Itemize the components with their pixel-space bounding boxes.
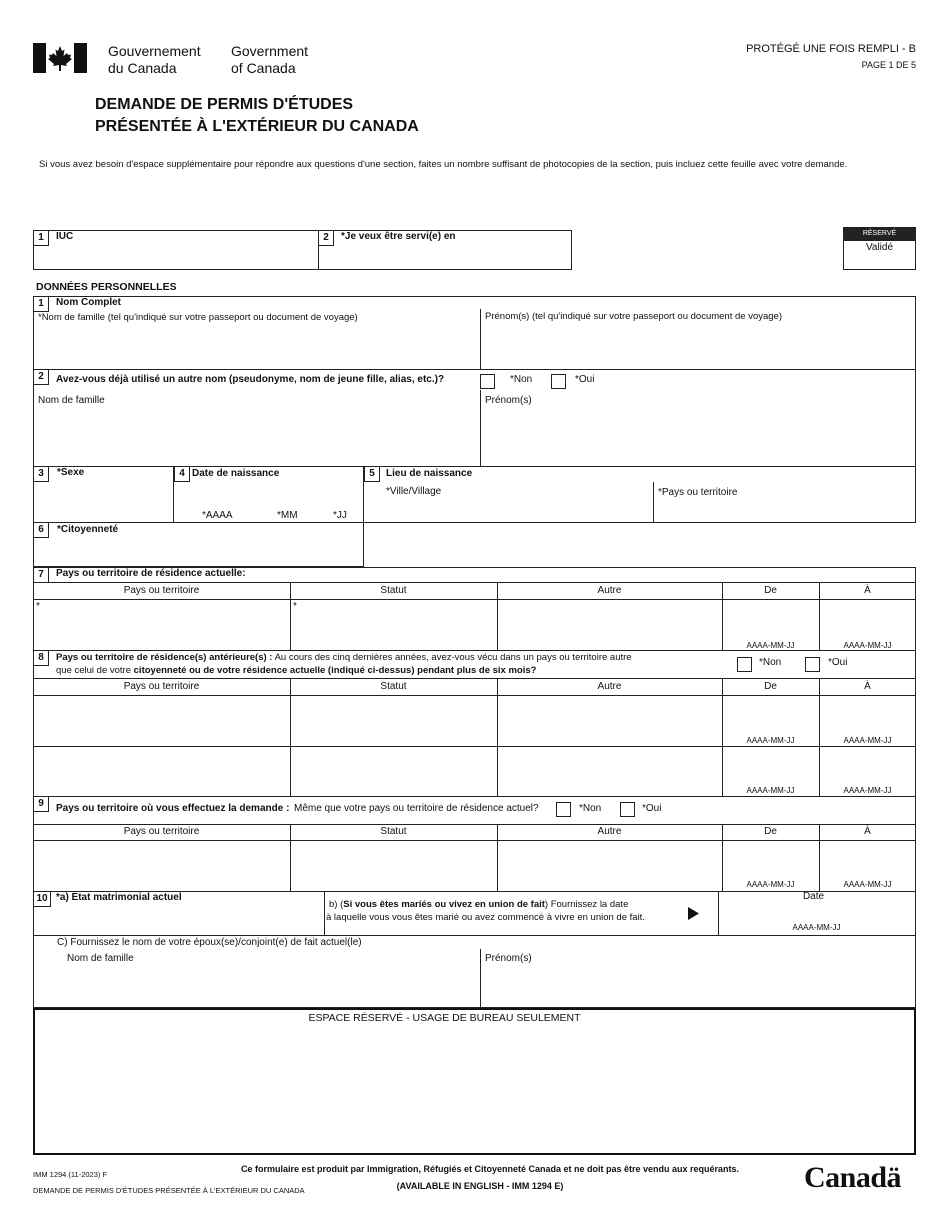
col-status-7: Statut [380, 585, 407, 596]
form-title-line1: DEMANDE DE PERMIS D'ÉTUDES [95, 96, 354, 113]
current-status-select[interactable] [293, 612, 494, 648]
field-number-7: 7 [33, 567, 49, 583]
same-country-yes-checkbox[interactable] [620, 802, 635, 817]
spouse-family-name-input[interactable] [36, 967, 476, 1005]
field-number-9: 9 [33, 796, 49, 812]
col-status-9: Statut [380, 826, 407, 837]
pob-city-label: *Ville/Village [386, 486, 442, 497]
previous-from-date[interactable] [725, 749, 816, 781]
field-number-p5: 5 [364, 466, 380, 482]
page-number: PAGE 1 DE 5 [861, 60, 916, 70]
sex-select[interactable] [36, 484, 170, 520]
current-residence-label: Pays ou territoire de résidence actuelle: [56, 568, 246, 579]
spouse-name-instruction: C) Fournissez le nom de votre époux(se)/conjoint(e) de fait actuel(le) [57, 937, 362, 948]
date-format-hint: AAAA-MM-JJ [843, 880, 892, 889]
field-number-p2: 2 [33, 369, 49, 385]
served-language-select[interactable] [336, 246, 570, 268]
marital-date-suffix: ) Fournissez la date [544, 899, 629, 910]
current-country-select[interactable] [36, 612, 287, 648]
previous-from-date[interactable] [725, 698, 816, 730]
col-from-9: De [764, 826, 777, 837]
date-format-hint: AAAA-MM-JJ [746, 786, 795, 795]
col-to-8: À [864, 681, 871, 692]
other-name-no-checkbox[interactable] [480, 374, 495, 389]
section-personal-details: DONNÉES PERSONNELLES [36, 281, 177, 293]
marital-date-input[interactable] [722, 904, 912, 922]
date-format-hint: AAAA-MM-JJ [746, 641, 795, 650]
gov-en-line2: of Canada [231, 60, 296, 76]
gov-fr-line1: Gouvernement [108, 43, 201, 59]
marital-status-label: *a) État matrimonial actuel [56, 892, 182, 903]
current-to-date[interactable] [822, 603, 913, 635]
application-status-select[interactable] [293, 843, 494, 889]
dob-label: Date de naissance [192, 468, 280, 479]
validated-label: Validé [865, 242, 894, 253]
previous-other-input[interactable] [500, 698, 719, 743]
marital-date-instruction-line2: à laquelle vous vous êtes marié ou avez commencé à vivre en union de fait. [326, 912, 645, 923]
other-name-question: Avez-vous déjà utilisé un autre nom (pseudonyme, nom de jeune fille, alias, etc.)? [56, 374, 445, 385]
previous-residence-question-line2 [56, 665, 536, 676]
dob-input[interactable] [178, 484, 360, 508]
gov-en-line1: Government [231, 43, 309, 59]
served-language-label: *Je veux être servi(e) en [341, 231, 456, 242]
field-number-p6: 6 [33, 522, 49, 538]
date-format-hint: AAAA-MM-JJ [792, 923, 841, 932]
iuc-input[interactable] [50, 246, 316, 268]
given-name-label: Prénom(s) (tel qu'indiqué sur votre passeport ou document de voyage) [485, 311, 783, 322]
spouse-given-name-label: Prénom(s) [485, 953, 532, 964]
pob-country-label: *Pays ou territoire [658, 487, 738, 498]
family-name-label: *Nom de famille (tel qu'indiqué sur votre passeport ou document de voyage) [38, 312, 358, 323]
citizenship-select[interactable] [36, 540, 360, 564]
produced-by-notice: Ce formulaire est produit par Immigration, Réfugiés et Citoyenneté Canada et ne doit pas être vendu aux requérants. [240, 1164, 740, 1174]
col-from-7: De [764, 585, 777, 596]
col-country-9: Pays ou territoire [123, 826, 200, 837]
spouse-family-name-label: Nom de famille [67, 953, 134, 964]
col-country-7: Pays ou territoire [123, 585, 200, 596]
other-given-name-label: Prénom(s) [485, 395, 532, 406]
citizenship-label: *Citoyenneté [57, 524, 119, 535]
required-star: * [36, 601, 40, 612]
iuc-label: IUC [56, 231, 74, 242]
previous-residence-line2-b: citoyenneté ou de votre résidence actuelle (indiqué ci-dessus) pendant plus de six mois? [133, 665, 537, 676]
reserved-label: RÉSERVÉ [843, 227, 916, 241]
dob-month-label: *MM [277, 510, 298, 521]
previous-residence-question [56, 652, 632, 663]
date-format-hint: AAAA-MM-JJ [746, 736, 795, 745]
english-availability: (AVAILABLE IN ENGLISH - IMM 1294 E) [396, 1181, 564, 1191]
field-number-p3: 3 [33, 466, 49, 482]
col-other-9: Autre [597, 826, 622, 837]
previous-residence-yes-label: *Oui [828, 657, 848, 668]
previous-residence-bold: Pays ou territoire de résidence(s) antérieure(s) : [56, 652, 273, 663]
current-from-date[interactable] [725, 603, 816, 635]
given-name-input[interactable] [484, 326, 912, 366]
field-number-10: 10 [33, 891, 51, 907]
dob-day-label: *JJ [333, 510, 347, 521]
col-other-8: Autre [597, 681, 622, 692]
date-format-hint: AAAA-MM-JJ [843, 641, 892, 650]
application-from-date[interactable] [725, 843, 816, 875]
marital-date-bold: Si vous êtes mariés ou vivez en union de fait [343, 899, 545, 910]
dob-year-label: *AAAA [202, 510, 233, 521]
canada-wordmark: Canadä [804, 1161, 902, 1194]
previous-residence-text: Au cours des cinq dernières années, avez-vous vécu dans un pays ou territoire autre [272, 652, 632, 663]
form-footer-title: DEMANDE DE PERMIS D'ÉTUDES PRÉSENTÉE À L'EXTÉRIEUR DU CANADA [33, 1186, 305, 1195]
full-name-label: Nom Complet [56, 297, 121, 308]
col-to-9: À [864, 826, 871, 837]
previous-status-select[interactable] [293, 749, 494, 794]
same-country-question: Même que votre pays ou territoire de résidence actuel? [294, 803, 539, 814]
col-from-8: De [764, 681, 777, 692]
previous-status-select[interactable] [293, 698, 494, 743]
same-country-no-checkbox[interactable] [556, 802, 571, 817]
field-number-1: 1 [33, 230, 49, 246]
field-number-p1: 1 [33, 296, 49, 312]
marital-date-label: Date [802, 891, 825, 902]
field-number-2: 2 [318, 230, 334, 246]
office-use-label: ESPACE RÉSERVÉ - USAGE DE BUREAU SEULEMENT [308, 1012, 581, 1024]
other-family-name-label: Nom de famille [38, 395, 105, 406]
same-country-no-label: *Non [579, 803, 602, 814]
pob-label: Lieu de naissance [386, 468, 473, 479]
pob-city-input[interactable] [367, 500, 650, 520]
application-country-label: Pays ou territoire où vous effectuez la demande : [56, 803, 290, 814]
application-to-date[interactable] [822, 843, 913, 875]
date-format-hint: AAAA-MM-JJ [746, 880, 795, 889]
protected-label: PROTÉGÉ UNE FOIS REMPLI - B [746, 43, 916, 55]
previous-residence-line2-a: que celui de votre [56, 665, 134, 676]
application-country-select[interactable] [36, 843, 287, 889]
intro-text: Si vous avez besoin d'espace supplémentaire pour répondre aux questions d'une section, faites un nombre suffisant de photocopies de la section, puis incluez cette feuille avec votre demande. [39, 159, 848, 170]
other-name-yes-label: *Oui [575, 374, 595, 385]
date-format-hint: AAAA-MM-JJ [843, 786, 892, 795]
other-given-name-input[interactable] [484, 410, 912, 462]
form-title-line2: PRÉSENTÉE À L'EXTÉRIEUR DU CANADA [95, 118, 419, 135]
col-status-8: Statut [380, 681, 407, 692]
canada-flag-icon [33, 43, 87, 73]
marital-date-instruction [329, 899, 628, 910]
date-format-hint: AAAA-MM-JJ [843, 736, 892, 745]
previous-residence-no-checkbox[interactable] [737, 657, 752, 672]
col-other-7: Autre [597, 585, 622, 596]
gov-fr-line2: du Canada [108, 60, 177, 76]
other-family-name-input[interactable] [36, 410, 476, 462]
form-number: IMM 1294 (11-2023) F [33, 1170, 108, 1179]
arrow-right-icon [688, 907, 699, 920]
previous-other-input[interactable] [500, 749, 719, 794]
previous-residence-yes-checkbox[interactable] [805, 657, 820, 672]
other-name-yes-checkbox[interactable] [551, 374, 566, 389]
sex-label: *Sexe [57, 467, 85, 478]
office-use-box [33, 1008, 916, 1155]
marital-date-prefix: b) ( [329, 899, 344, 910]
application-other-input[interactable] [500, 843, 719, 889]
pob-country-select[interactable] [657, 500, 912, 520]
previous-to-date[interactable] [822, 749, 913, 781]
current-other-input[interactable] [500, 603, 719, 648]
col-country-8: Pays ou territoire [123, 681, 200, 692]
required-star: * [293, 601, 297, 612]
previous-residence-no-label: *Non [759, 657, 782, 668]
previous-country-select[interactable] [36, 749, 287, 794]
other-name-no-label: *Non [510, 374, 533, 385]
spouse-given-name-input[interactable] [484, 967, 912, 1005]
col-to-7: À [864, 585, 871, 596]
family-name-input[interactable] [36, 326, 476, 366]
field-number-8: 8 [33, 650, 49, 666]
same-country-yes-label: *Oui [642, 803, 662, 814]
marital-status-select[interactable] [36, 908, 321, 932]
previous-to-date[interactable] [822, 698, 913, 730]
previous-country-select[interactable] [36, 698, 287, 743]
field-number-p4: 4 [174, 466, 190, 482]
